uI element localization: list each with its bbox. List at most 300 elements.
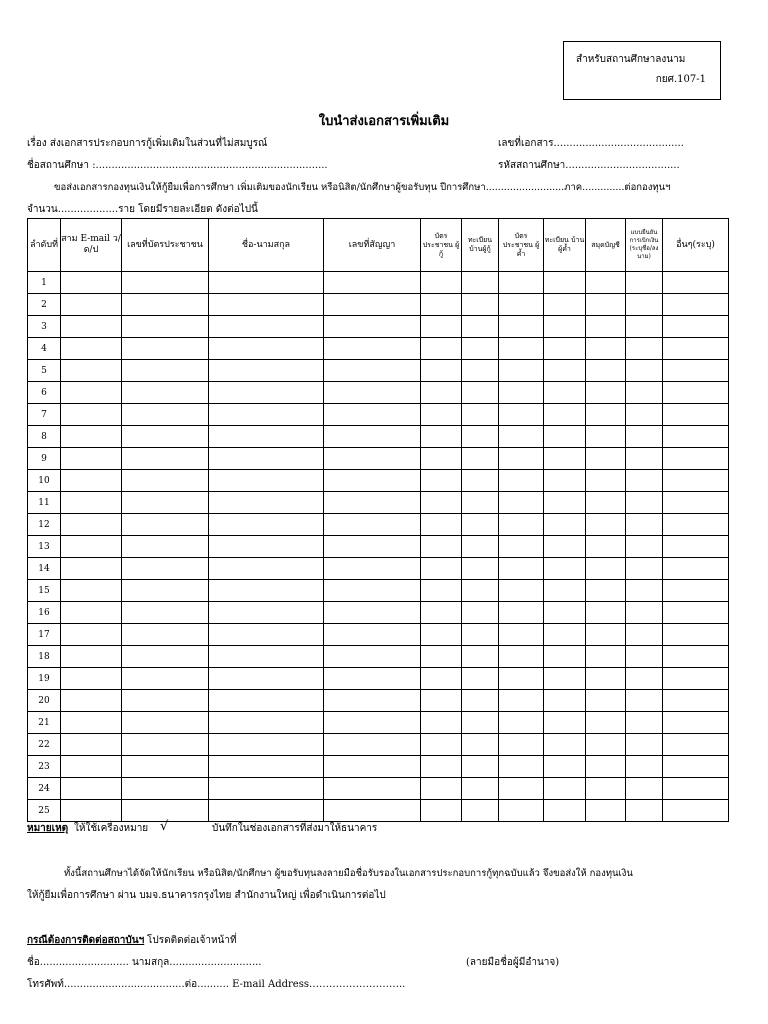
table-cell[interactable] bbox=[209, 536, 324, 558]
table-cell[interactable] bbox=[324, 316, 421, 338]
table-cell[interactable] bbox=[663, 778, 729, 800]
column-header: แบบยืนยันการเบิกเงิน (ระบุชื่อ/ลงนาม) bbox=[626, 219, 663, 272]
table-cell[interactable] bbox=[324, 382, 421, 404]
table-cell[interactable] bbox=[586, 470, 626, 492]
table-cell[interactable] bbox=[324, 338, 421, 360]
table-cell[interactable] bbox=[499, 756, 544, 778]
table-cell[interactable] bbox=[663, 712, 729, 734]
table-cell[interactable] bbox=[586, 404, 626, 426]
table-cell[interactable] bbox=[209, 316, 324, 338]
table-cell[interactable] bbox=[324, 294, 421, 316]
table-cell[interactable] bbox=[61, 338, 122, 360]
table-cell[interactable] bbox=[544, 470, 586, 492]
table-cell[interactable] bbox=[499, 360, 544, 382]
table-cell[interactable] bbox=[61, 426, 122, 448]
table-cell[interactable] bbox=[499, 624, 544, 646]
table-cell[interactable] bbox=[61, 646, 122, 668]
table-cell[interactable] bbox=[462, 668, 499, 690]
table-cell[interactable] bbox=[499, 272, 544, 294]
table-cell[interactable] bbox=[626, 404, 663, 426]
table-cell[interactable] bbox=[61, 668, 122, 690]
table-cell[interactable] bbox=[421, 514, 462, 536]
table-cell[interactable] bbox=[421, 492, 462, 514]
table-cell[interactable] bbox=[324, 690, 421, 712]
table-cell[interactable] bbox=[462, 624, 499, 646]
table-cell[interactable] bbox=[586, 492, 626, 514]
table-cell[interactable] bbox=[462, 360, 499, 382]
table-cell[interactable] bbox=[626, 646, 663, 668]
table-cell[interactable] bbox=[209, 690, 324, 712]
table-cell[interactable] bbox=[61, 294, 122, 316]
table-cell[interactable] bbox=[324, 470, 421, 492]
table-cell[interactable] bbox=[421, 338, 462, 360]
table-cell[interactable] bbox=[462, 470, 499, 492]
table-cell[interactable] bbox=[462, 580, 499, 602]
table-cell[interactable] bbox=[209, 734, 324, 756]
table-cell[interactable] bbox=[586, 646, 626, 668]
table-cell[interactable] bbox=[462, 734, 499, 756]
table-cell[interactable] bbox=[324, 734, 421, 756]
table-cell[interactable] bbox=[462, 690, 499, 712]
table-cell[interactable] bbox=[626, 734, 663, 756]
table-cell[interactable] bbox=[586, 624, 626, 646]
table-row bbox=[28, 558, 729, 580]
table-cell[interactable] bbox=[544, 690, 586, 712]
table-cell[interactable] bbox=[122, 448, 209, 470]
table-cell[interactable] bbox=[324, 800, 421, 822]
table-cell[interactable] bbox=[462, 800, 499, 822]
table-cell[interactable] bbox=[499, 778, 544, 800]
table-cell[interactable] bbox=[499, 338, 544, 360]
table-cell[interactable] bbox=[462, 294, 499, 316]
table-cell[interactable] bbox=[544, 778, 586, 800]
table-cell[interactable] bbox=[626, 668, 663, 690]
table-cell[interactable] bbox=[122, 580, 209, 602]
table-cell[interactable] bbox=[462, 778, 499, 800]
table-cell[interactable] bbox=[324, 778, 421, 800]
table-cell[interactable] bbox=[421, 690, 462, 712]
table-cell[interactable] bbox=[626, 448, 663, 470]
table-cell[interactable] bbox=[499, 470, 544, 492]
row-number: 19 bbox=[28, 668, 61, 690]
table-cell[interactable] bbox=[209, 360, 324, 382]
table-cell[interactable] bbox=[421, 294, 462, 316]
table-cell[interactable] bbox=[544, 294, 586, 316]
table-cell[interactable] bbox=[122, 668, 209, 690]
table-cell[interactable] bbox=[586, 602, 626, 624]
table-cell[interactable] bbox=[324, 426, 421, 448]
table-cell[interactable] bbox=[626, 470, 663, 492]
table-cell[interactable] bbox=[462, 602, 499, 624]
table-cell[interactable] bbox=[499, 448, 544, 470]
table-cell[interactable] bbox=[122, 514, 209, 536]
table-cell[interactable] bbox=[209, 294, 324, 316]
table-cell[interactable] bbox=[626, 756, 663, 778]
table-cell[interactable] bbox=[544, 668, 586, 690]
table-cell[interactable] bbox=[663, 800, 729, 822]
table-cell[interactable] bbox=[663, 536, 729, 558]
table-cell[interactable] bbox=[663, 404, 729, 426]
table-cell[interactable] bbox=[324, 514, 421, 536]
table-cell[interactable] bbox=[626, 426, 663, 448]
table-cell[interactable] bbox=[586, 756, 626, 778]
table-cell[interactable] bbox=[421, 448, 462, 470]
table-cell[interactable] bbox=[663, 580, 729, 602]
table-cell[interactable] bbox=[209, 712, 324, 734]
table-cell[interactable] bbox=[462, 536, 499, 558]
table-cell[interactable] bbox=[544, 734, 586, 756]
table-cell[interactable] bbox=[544, 624, 586, 646]
table-cell[interactable] bbox=[586, 690, 626, 712]
table-cell[interactable] bbox=[663, 492, 729, 514]
table-cell[interactable] bbox=[122, 272, 209, 294]
table-cell[interactable] bbox=[61, 602, 122, 624]
table-cell[interactable] bbox=[421, 360, 462, 382]
table-cell[interactable] bbox=[61, 800, 122, 822]
table-cell[interactable] bbox=[499, 580, 544, 602]
table-cell[interactable] bbox=[663, 426, 729, 448]
table-cell[interactable] bbox=[663, 470, 729, 492]
table-cell[interactable] bbox=[324, 756, 421, 778]
table-cell[interactable] bbox=[544, 272, 586, 294]
table-cell[interactable] bbox=[626, 360, 663, 382]
row-number: 12 bbox=[28, 514, 61, 536]
table-cell[interactable] bbox=[421, 316, 462, 338]
table-cell[interactable] bbox=[324, 646, 421, 668]
table-cell[interactable] bbox=[626, 492, 663, 514]
table-cell[interactable] bbox=[586, 360, 626, 382]
table-cell[interactable] bbox=[462, 272, 499, 294]
table-cell[interactable] bbox=[421, 404, 462, 426]
table-cell[interactable] bbox=[122, 404, 209, 426]
table-cell[interactable] bbox=[462, 492, 499, 514]
row-number: 2 bbox=[28, 294, 61, 316]
table-cell[interactable] bbox=[586, 778, 626, 800]
table-cell[interactable] bbox=[462, 382, 499, 404]
table-cell[interactable] bbox=[324, 448, 421, 470]
table-cell[interactable] bbox=[626, 690, 663, 712]
table-cell[interactable] bbox=[544, 800, 586, 822]
table-cell[interactable] bbox=[122, 778, 209, 800]
table-cell[interactable] bbox=[586, 514, 626, 536]
table-cell[interactable] bbox=[324, 492, 421, 514]
table-cell[interactable] bbox=[209, 448, 324, 470]
table-cell[interactable] bbox=[421, 624, 462, 646]
table-cell[interactable] bbox=[462, 316, 499, 338]
table-cell[interactable] bbox=[586, 272, 626, 294]
table-cell[interactable] bbox=[324, 404, 421, 426]
table-cell[interactable] bbox=[626, 536, 663, 558]
table-cell[interactable] bbox=[462, 426, 499, 448]
table-row bbox=[28, 734, 729, 756]
table-cell[interactable] bbox=[499, 294, 544, 316]
table-cell[interactable] bbox=[499, 690, 544, 712]
table-cell[interactable] bbox=[626, 338, 663, 360]
table-cell[interactable] bbox=[421, 778, 462, 800]
table-cell[interactable] bbox=[586, 382, 626, 404]
table-cell[interactable] bbox=[663, 338, 729, 360]
table-cell[interactable] bbox=[324, 272, 421, 294]
table-cell[interactable] bbox=[499, 712, 544, 734]
table-cell[interactable] bbox=[421, 272, 462, 294]
table-cell[interactable] bbox=[544, 316, 586, 338]
table-cell[interactable] bbox=[462, 558, 499, 580]
table-cell[interactable] bbox=[209, 338, 324, 360]
table-cell[interactable] bbox=[421, 580, 462, 602]
table-cell[interactable] bbox=[324, 558, 421, 580]
table-cell[interactable] bbox=[586, 668, 626, 690]
table-cell[interactable] bbox=[122, 646, 209, 668]
table-cell[interactable] bbox=[209, 646, 324, 668]
column-header: บัตร ประชาชน ผู้ค้ำ bbox=[499, 219, 544, 272]
table-cell[interactable] bbox=[663, 734, 729, 756]
table-cell[interactable] bbox=[61, 558, 122, 580]
table-cell[interactable] bbox=[586, 426, 626, 448]
table-cell[interactable] bbox=[122, 360, 209, 382]
row-number: 3 bbox=[28, 316, 61, 338]
table-cell[interactable] bbox=[209, 426, 324, 448]
table-cell[interactable] bbox=[209, 756, 324, 778]
table-cell[interactable] bbox=[209, 558, 324, 580]
table-cell[interactable] bbox=[61, 316, 122, 338]
table-cell[interactable] bbox=[544, 448, 586, 470]
table-cell[interactable] bbox=[499, 382, 544, 404]
row-number: 14 bbox=[28, 558, 61, 580]
table-cell[interactable] bbox=[122, 602, 209, 624]
table-cell[interactable] bbox=[122, 536, 209, 558]
table-cell[interactable] bbox=[421, 668, 462, 690]
table-cell[interactable] bbox=[626, 624, 663, 646]
table-cell[interactable] bbox=[544, 602, 586, 624]
table-cell[interactable] bbox=[499, 602, 544, 624]
table-cell[interactable] bbox=[122, 426, 209, 448]
table-cell[interactable] bbox=[421, 558, 462, 580]
table-cell[interactable] bbox=[663, 558, 729, 580]
table-cell[interactable] bbox=[421, 602, 462, 624]
table-cell[interactable] bbox=[324, 668, 421, 690]
table-cell[interactable] bbox=[61, 382, 122, 404]
table-cell[interactable] bbox=[586, 734, 626, 756]
table-cell[interactable] bbox=[421, 800, 462, 822]
table-cell[interactable] bbox=[499, 668, 544, 690]
table-cell[interactable] bbox=[209, 514, 324, 536]
table-cell[interactable] bbox=[122, 734, 209, 756]
table-cell[interactable] bbox=[586, 580, 626, 602]
row-number: 16 bbox=[28, 602, 61, 624]
table-cell[interactable] bbox=[544, 426, 586, 448]
table-cell[interactable] bbox=[61, 492, 122, 514]
table-cell[interactable] bbox=[209, 470, 324, 492]
table-cell[interactable] bbox=[324, 360, 421, 382]
table-cell[interactable] bbox=[324, 712, 421, 734]
table-cell[interactable] bbox=[544, 646, 586, 668]
table-cell[interactable] bbox=[663, 668, 729, 690]
table-cell[interactable] bbox=[324, 602, 421, 624]
table-cell[interactable] bbox=[61, 272, 122, 294]
table-cell[interactable] bbox=[544, 536, 586, 558]
table-cell[interactable] bbox=[462, 514, 499, 536]
table-cell[interactable] bbox=[209, 624, 324, 646]
table-cell[interactable] bbox=[663, 646, 729, 668]
table-cell[interactable] bbox=[421, 536, 462, 558]
table-cell[interactable] bbox=[122, 712, 209, 734]
table-cell[interactable] bbox=[324, 624, 421, 646]
table-cell[interactable] bbox=[663, 602, 729, 624]
table-cell[interactable] bbox=[209, 580, 324, 602]
table-cell[interactable] bbox=[421, 382, 462, 404]
table-cell[interactable] bbox=[544, 712, 586, 734]
table-cell[interactable] bbox=[421, 646, 462, 668]
table-cell[interactable] bbox=[663, 514, 729, 536]
table-cell[interactable] bbox=[61, 536, 122, 558]
table-cell[interactable] bbox=[462, 756, 499, 778]
table-cell[interactable] bbox=[209, 272, 324, 294]
table-cell[interactable] bbox=[544, 338, 586, 360]
table-cell[interactable] bbox=[462, 404, 499, 426]
table-cell[interactable] bbox=[544, 360, 586, 382]
table-cell[interactable] bbox=[586, 536, 626, 558]
table-cell[interactable] bbox=[324, 580, 421, 602]
table-cell[interactable] bbox=[626, 602, 663, 624]
table-row bbox=[28, 294, 729, 316]
table-cell[interactable] bbox=[663, 316, 729, 338]
table-cell[interactable] bbox=[663, 690, 729, 712]
table-cell[interactable] bbox=[544, 514, 586, 536]
table-cell[interactable] bbox=[421, 470, 462, 492]
table-cell[interactable] bbox=[499, 536, 544, 558]
table-cell[interactable] bbox=[499, 492, 544, 514]
table-cell[interactable] bbox=[122, 624, 209, 646]
contact-label: กรณีต้องการติดต่อสถาบันฯ bbox=[27, 935, 145, 946]
table-cell[interactable] bbox=[122, 338, 209, 360]
column-header: เลขที่สัญญา bbox=[324, 219, 421, 272]
table-cell[interactable] bbox=[586, 294, 626, 316]
table-cell[interactable] bbox=[462, 646, 499, 668]
table-cell[interactable] bbox=[663, 294, 729, 316]
table-cell[interactable] bbox=[209, 602, 324, 624]
table-cell[interactable] bbox=[544, 580, 586, 602]
table-cell[interactable] bbox=[626, 316, 663, 338]
table-cell[interactable] bbox=[499, 514, 544, 536]
table-row bbox=[28, 690, 729, 712]
table-cell[interactable] bbox=[122, 492, 209, 514]
table-cell[interactable] bbox=[209, 668, 324, 690]
table-row bbox=[28, 470, 729, 492]
table-cell[interactable] bbox=[586, 558, 626, 580]
table-cell[interactable] bbox=[499, 404, 544, 426]
table-cell[interactable] bbox=[626, 272, 663, 294]
school-name-field: ชื่อสถานศึกษา :......................................................................... bbox=[27, 160, 328, 171]
table-cell[interactable] bbox=[421, 712, 462, 734]
table-cell[interactable] bbox=[626, 800, 663, 822]
column-header: บัตร ประชาชน ผู้กู้ bbox=[421, 219, 462, 272]
table-cell[interactable] bbox=[209, 382, 324, 404]
table-cell[interactable] bbox=[544, 404, 586, 426]
table-cell[interactable] bbox=[626, 580, 663, 602]
table-cell[interactable] bbox=[499, 646, 544, 668]
table-cell[interactable] bbox=[626, 558, 663, 580]
table-cell[interactable] bbox=[626, 778, 663, 800]
table-cell[interactable] bbox=[544, 756, 586, 778]
table-cell[interactable] bbox=[122, 558, 209, 580]
table-cell[interactable] bbox=[61, 624, 122, 646]
table-cell[interactable] bbox=[324, 536, 421, 558]
table-cell[interactable] bbox=[61, 448, 122, 470]
table-cell[interactable] bbox=[586, 448, 626, 470]
table-cell[interactable] bbox=[586, 800, 626, 822]
table-cell[interactable] bbox=[499, 734, 544, 756]
subject-line: เรื่อง ส่งเอกสารประกอบการกู้เพิ่มเติมในส่วนที่ไม่สมบูรณ์ bbox=[27, 138, 268, 149]
table-cell[interactable] bbox=[462, 448, 499, 470]
table-cell[interactable] bbox=[586, 712, 626, 734]
table-cell[interactable] bbox=[663, 360, 729, 382]
table-cell[interactable] bbox=[586, 316, 626, 338]
table-cell[interactable] bbox=[544, 492, 586, 514]
table-cell[interactable] bbox=[61, 360, 122, 382]
table-cell[interactable] bbox=[663, 272, 729, 294]
table-cell[interactable] bbox=[499, 558, 544, 580]
table-cell[interactable] bbox=[122, 316, 209, 338]
table-cell[interactable] bbox=[663, 448, 729, 470]
table-cell[interactable] bbox=[61, 734, 122, 756]
table-row bbox=[28, 360, 729, 382]
table-cell[interactable] bbox=[122, 756, 209, 778]
table-cell[interactable] bbox=[462, 712, 499, 734]
table-cell[interactable] bbox=[586, 338, 626, 360]
table-cell[interactable] bbox=[61, 514, 122, 536]
table-row bbox=[28, 404, 729, 426]
row-number: 7 bbox=[28, 404, 61, 426]
table-cell[interactable] bbox=[122, 690, 209, 712]
table-cell[interactable] bbox=[544, 558, 586, 580]
table-cell[interactable] bbox=[61, 470, 122, 492]
table-cell[interactable] bbox=[421, 426, 462, 448]
table-cell[interactable] bbox=[663, 624, 729, 646]
table-cell[interactable] bbox=[421, 734, 462, 756]
table-cell[interactable] bbox=[61, 690, 122, 712]
table-cell[interactable] bbox=[663, 382, 729, 404]
table-cell[interactable] bbox=[122, 294, 209, 316]
table-cell[interactable] bbox=[626, 294, 663, 316]
table-row bbox=[28, 778, 729, 800]
table-cell[interactable] bbox=[626, 514, 663, 536]
table-cell[interactable] bbox=[209, 492, 324, 514]
table-row bbox=[28, 602, 729, 624]
table-cell[interactable] bbox=[122, 470, 209, 492]
table-cell[interactable] bbox=[544, 382, 586, 404]
table-cell[interactable] bbox=[61, 404, 122, 426]
table-cell[interactable] bbox=[626, 712, 663, 734]
table-cell[interactable] bbox=[61, 580, 122, 602]
table-cell[interactable] bbox=[61, 756, 122, 778]
table-cell[interactable] bbox=[626, 382, 663, 404]
signature-label: (ลายมือชื่อผู้มีอำนาจ) bbox=[466, 957, 560, 968]
table-cell[interactable] bbox=[209, 800, 324, 822]
table-cell[interactable] bbox=[663, 756, 729, 778]
table-cell[interactable] bbox=[209, 404, 324, 426]
table-cell[interactable] bbox=[499, 800, 544, 822]
table-cell[interactable] bbox=[209, 778, 324, 800]
table-cell[interactable] bbox=[122, 382, 209, 404]
table-cell[interactable] bbox=[499, 316, 544, 338]
table-cell[interactable] bbox=[61, 712, 122, 734]
table-cell[interactable] bbox=[61, 778, 122, 800]
table-cell[interactable] bbox=[499, 426, 544, 448]
table-cell[interactable] bbox=[462, 338, 499, 360]
table-row bbox=[28, 338, 729, 360]
table-cell[interactable] bbox=[421, 756, 462, 778]
column-header: สมุดบัญชี bbox=[586, 219, 626, 272]
